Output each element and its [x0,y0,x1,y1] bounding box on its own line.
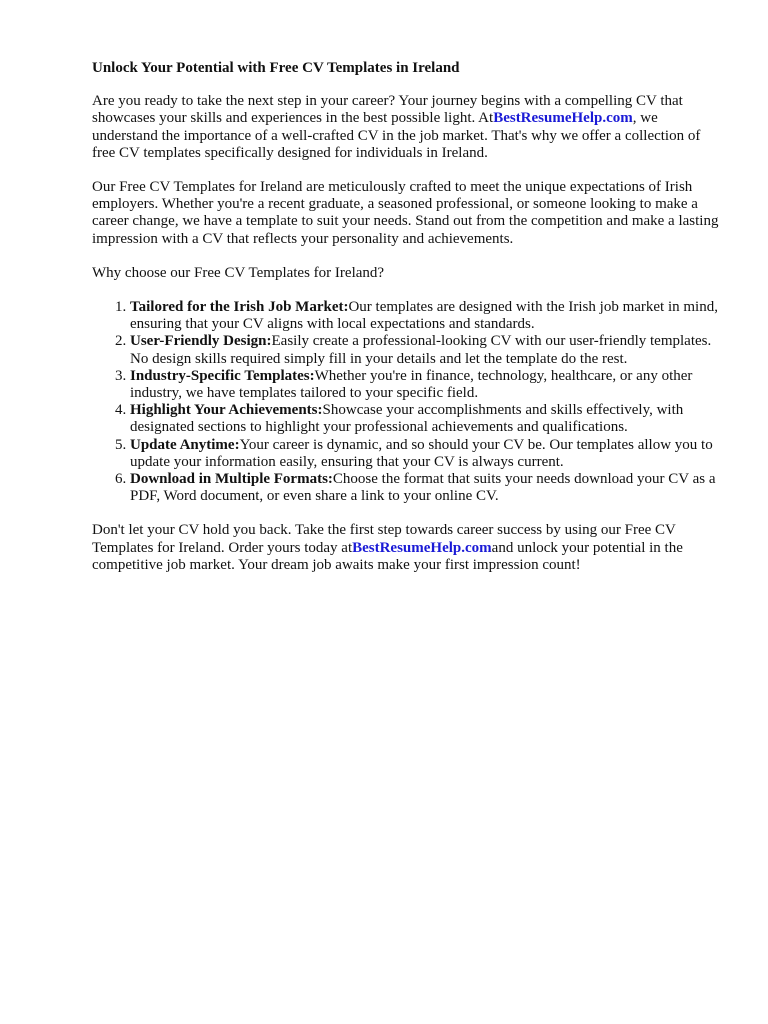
benefit-item [130,333,722,367]
benefit-item [130,299,722,333]
benefit-text: Your career is dynamic, and so should your CV be. Our templates allow you to update your information easily, ensuring that your CV is always current. [130,436,713,470]
benefit-item [130,368,722,402]
benefit-text: Easily create a professional-looking CV with our user-friendly templates. No design skills required simply fill in your details and let the template do the rest. [130,333,712,367]
templates-paragraph: Our Free CV Templates for Ireland are meticulously crafted to meet the unique expectations of Irish employers. Whether you're a recent graduate, a seasoned professional, or someone looking to make a career change, we have a template to suit your needs. Stand out from the competition and make a lasting impression with a CV that reflects your personality and achievements. [92,179,719,247]
intro-text-after: , we understand the importance of a well-crafted CV in the job market. That's why we offer a collection of free CV templates specifically designed for individuals in Ireland. [92,110,701,161]
benefit-text: Showcase your accomplishments and skills effectively, with designated sections to highlight your professional achievements and qualifications. [130,402,684,436]
closing-text-after: and unlock your potential in the competitive job market. Your dream job awaits make your first impression count! [92,539,683,573]
closing-paragraph [92,522,722,574]
benefit-term: User-Friendly Design: [130,333,272,350]
benefit-item [130,402,722,436]
intro-paragraph [92,93,722,162]
closing-site-link[interactable]: BestResumeHelp.com [352,539,492,556]
benefit-text: Choose the format that suits your needs download your CV as a PDF, Word document, or even share a link to your online CV. [130,471,716,505]
intro-site-link[interactable]: BestResumeHelp.com [493,110,633,127]
intro-text-before: Are you ready to take the next step in your career? Your journey begins with a compelling CV that showcases your skills and experiences in the best possible light. At [92,93,683,127]
benefit-text: Our templates are designed with the Irish job market in mind, ensuring that your CV aligns with local expectations and standards. [130,299,718,333]
why-heading: Why choose our Free CV Templates for Ireland? [92,264,385,281]
closing-text-before: Don't let your CV hold you back. Take the first step towards career success by using our Free CV Templates for Ireland. Order yours today at [92,522,676,556]
benefit-term: Download in Multiple Formats: [130,471,333,488]
document-page [92,60,722,591]
benefits-list [92,299,722,505]
benefit-term: Tailored for the Irish Job Market: [130,299,349,316]
benefit-text: Whether you're in finance, technology, healthcare, or any other industry, we have templates tailored to your specific field. [130,367,693,402]
document-title: Unlock Your Potential with Free CV Templates in Ireland [92,60,460,76]
benefit-term: Industry-Specific Templates: [130,367,315,384]
benefit-item [130,437,722,471]
benefit-term: Update Anytime: [130,436,240,453]
benefit-term: Highlight Your Achievements: [130,402,323,419]
benefit-item [130,471,722,505]
